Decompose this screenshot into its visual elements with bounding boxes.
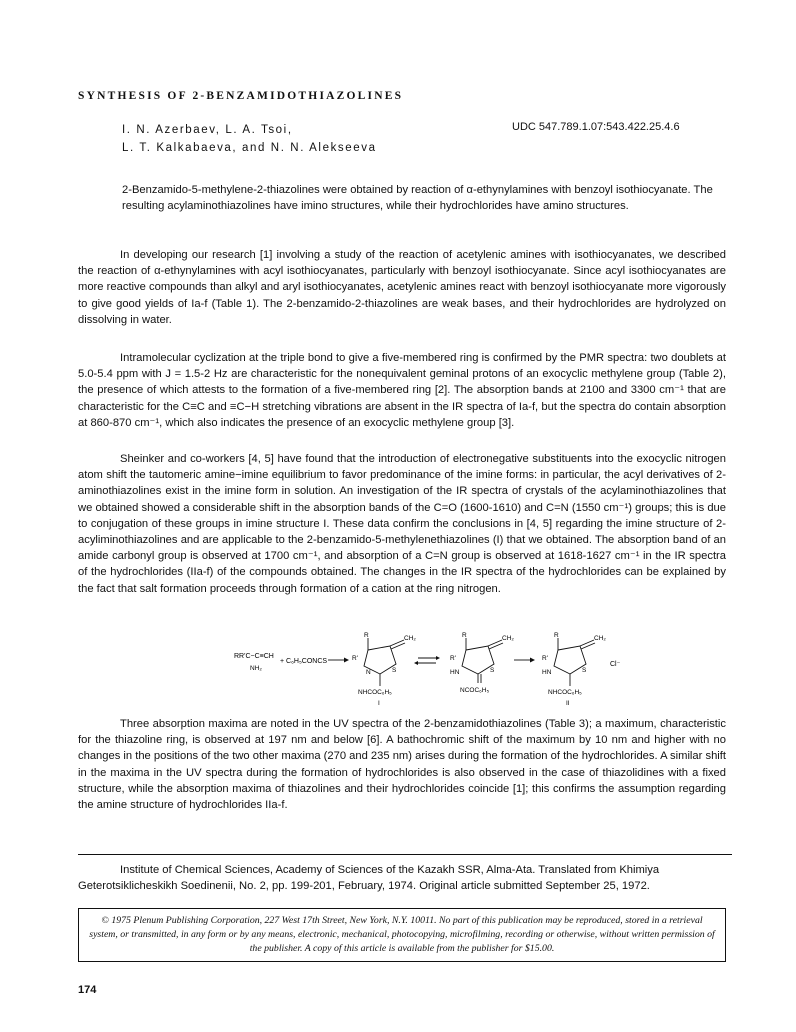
r-substituent: R xyxy=(462,632,467,639)
sulfur-atom: S xyxy=(582,667,587,674)
methylene-label: CH₂ xyxy=(404,635,416,642)
arrow-head xyxy=(530,658,535,663)
footnote-text: Institute of Chemical Sciences, Academy of Sciences of the Kazakh SSR, Alma-Ata. Translated from Khimiya Geterotsiklicheskikh Soedinenii, No. 2, pp. 199-201, February, 1974. Original article submitted September 25, 1972. xyxy=(78,864,660,892)
ring-nh-plus-group: HN xyxy=(542,669,552,676)
sulfur-atom: S xyxy=(392,667,397,674)
paragraph-text: Sheinker and co-workers [4, 5] have found that the introduction of electronegative substituents into the exocyclic nitrogen atom shift the tautomeric amine−imine equilibrium to favor predominance of the imine forms: in particular, the acyl derivatives of 2-aminothiazolines exist in the imine form in solution. An investigation of the IR spectra of crystals of the acylaminothiazolines that we obtained showed a considerable shift in the absorption bands of the C=O (1600-1610) and C=N (1550 cm⁻¹) groups; this is due to conjugation of these groups in imine structure I. These data confirm the conclusions in [4, 5] regarding the imine structure of 2-acyliminothiazolines and are applicable to the 2-benzamido-5-methylenethiazolines (I) that we obtained. The absorption band of an amide carbonyl group is observed at 1700 cm⁻¹, and absorption of a C=N group is observed at 1618-1627 cm⁻¹ in the IR spectra of the hydrochlorides (IIa-f) of the compounds obtained. The changes in the IR spectra of the hydrochlorides can be explained by the fact that salt formation proceeds through formation of a cation at the ring nitrogen. xyxy=(78,453,726,595)
page-number: 174 xyxy=(78,984,97,996)
reactant-ethynylamine: RR'C−C≡CH xyxy=(234,653,274,660)
paragraph-text: Intramolecular cyclization at the triple bond to give a five-membered ring is confirmed by the PMR spectra: two doublets at 5.0-5.4 ppm with J = 1.5-2 Hz are characteristic for the nonequivalent geminal protons of an exocyclic methylene group (Table 2), the presence of which attests to the formation of a five-membered ring [2]. The absorption bands at 2100 and 3300 cm⁻¹ that are characteristic for the C≡C and ≡C−H stretching vibrations are absent in the IR spectra of Ia-f, but the spectra do contain absorption at 860-870 cm⁻¹, which also indicates the presence of an exocyclic methylene group [3]. xyxy=(78,352,726,429)
thiazolinium-ring xyxy=(554,638,595,686)
udc-code: UDC 547.789.1.07:543.422.25.4.6 xyxy=(512,121,680,133)
benzamido-group: NHCOC₆H₅ xyxy=(548,689,582,696)
arrow-head xyxy=(344,658,349,663)
nitrogen-atom: N xyxy=(366,669,371,676)
benzamido-group: NHCOC₆H₅ xyxy=(358,689,392,696)
sulfur-atom: S xyxy=(490,667,495,674)
abstract: 2-Benzamido-5-methylene-2-thiazolines were obtained by reaction of α-ethynylamines with benzoyl isothiocyanate. The resulting acylaminothiazolines have imino structures, while their hydrochlorides have amino structures. xyxy=(122,184,713,212)
r-substituent: R xyxy=(364,632,369,639)
copyright-notice: © 1975 Plenum Publishing Corporation, 227 West 17th Street, New York, N.Y. 10011. No part of this publication may be reproduced, stored in a retrieval system, or transmitted, in any form or by any means, electronic, mechanical, photocopying, microfilming, recording or otherwise, without written permission of the publisher. A copy of this article is available from the publisher for $15.00. xyxy=(78,908,726,962)
article-title: SYNTHESIS OF 2-BENZAMIDOTHIAZOLINES xyxy=(78,90,404,102)
thiazoline-ring-imino xyxy=(462,638,503,683)
thiazoline-ring-imine xyxy=(364,638,405,686)
body-paragraph-2 xyxy=(78,350,726,431)
authors-line-2: L. T. Kalkabaeva, and N. N. Alekseeva xyxy=(122,142,377,154)
methylene-label: CH₂ xyxy=(502,635,514,642)
authors-line-1: I. N. Azerbaev, L. A. Tsoi, xyxy=(122,124,293,136)
footnote-divider xyxy=(78,854,732,855)
chloride-anion: Cl⁻ xyxy=(610,661,621,668)
r-prime-substituent: R' xyxy=(352,655,358,662)
body-paragraph-4 xyxy=(78,716,726,813)
reagent-benzoyl-isothiocyanate: + C₆H₅CONCS xyxy=(280,658,328,665)
reaction-scheme xyxy=(228,630,648,710)
paragraph-text: Three absorption maxima are noted in the UV spectra of the 2-benzamidothiazolines (Table 3); a maximum, characteristic for the thiazoline ring, is observed at 197 nm and below [6]. A bathochromic shift of the maximum by 10 nm and higher with no changes in the positions of the two other maxima (270 and 235 nm) arises during the formation of the hydrochlorides. A similar shift in the maxima in the UV spectra during the formation of hydrochlorides is also observed in the case of thiazolidines with a fixed structure, while the absorption maxima of thiazolines and their hydrochlorides coincide [1]; this confirms the assumption regarding the amine structure of hydrochlorides IIa-f. xyxy=(78,718,726,812)
ring-nh-group: HN xyxy=(450,669,460,676)
author-list xyxy=(122,121,377,157)
reactant-amine-group: NH₂ xyxy=(250,665,262,672)
equilibrium-arrows xyxy=(414,656,440,665)
body-paragraph-3 xyxy=(78,451,726,597)
r-prime-substituent: R' xyxy=(542,655,548,662)
affiliation-footnote xyxy=(78,862,728,894)
body-paragraph-1 xyxy=(78,247,726,328)
methylene-label: CH₂ xyxy=(594,635,606,642)
r-prime-substituent: R' xyxy=(450,655,456,662)
paragraph-text: In developing our research [1] involving a study of the reaction of acetylenic amines with isothiocyanates, we described the reaction of α-ethynylamines with acyl isothiocyanates, particularly with benzoyl isothiocyanate. Since acyl isothiocyanates are more reactive compounds than alkyl and aryl isothiocyanates, acetylenic amines react with benzoyl isothiocyanate more vigorously to give good yields of Ia-f (Table 1). The 2-benzamido-2-thiazolines are weak bases, and their hydrochlorides are hydrolyzed on dissolving in water. xyxy=(78,249,726,326)
r-substituent: R xyxy=(554,632,559,639)
compound-label-i: I xyxy=(378,700,380,707)
benzoylimino-group: NCOC₆H₅ xyxy=(460,687,490,694)
compound-label-ii: II xyxy=(566,700,570,707)
